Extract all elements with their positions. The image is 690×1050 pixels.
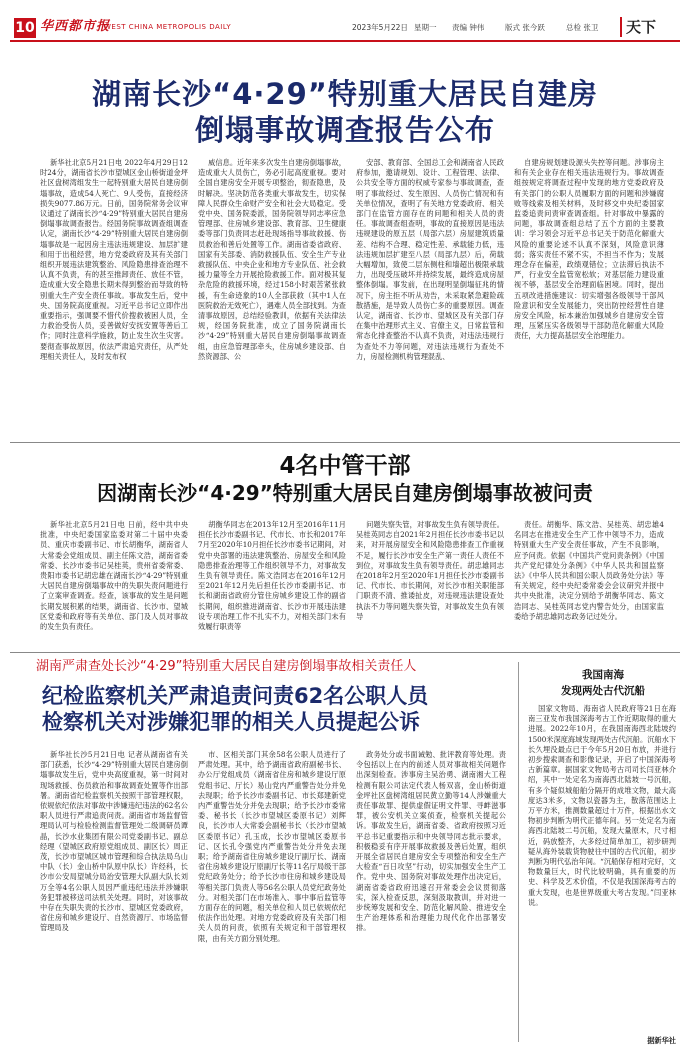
- article3-col1-text: 新华社长沙5月21日电 记者从湖南省有关部门获悉，长沙“4·29”特别重大居民自建房倒塌事故发生后，党中央高度重视，第一时间对现场救援、伤员救治和事故调查处置等作出部署。湖南省纪检监察机关按照干部管理权限，依规依纪依法对事故中涉嫌违纪违法的62名公职人员进行严肃追责问责。湖南省市场监督管理局认可与检验检测监督管理处二级调研员谭晶，长沙水业集团有限公司党委副书记、副总经理（望城区政府原党组成员、副区长）周正茂，长沙市望城区城市管理和综合执法局乌山中队（长）金山桥中队原中队长）许经科，长沙市公安局望城分局治安管理大队副大队长刘万全等4名公职人员因严重违纪违法并涉嫌职务犯罪被移送司法机关处理。同时，对该事故中存在失职失责的长沙市、望城区党委政府，省住房和城乡建设厅、自然资源厅、市场监督管理局及: [40, 750, 188, 933]
- sidebar-title-line1: 我国南海: [582, 669, 624, 681]
- masthead-rule: [10, 40, 680, 42]
- article2-column-4: [514, 520, 664, 648]
- editor-credit: 责编 钟伟: [452, 23, 485, 32]
- sidebar-title-line2: 发现两处古代沉船: [561, 685, 645, 697]
- issue-weekday: 星期一: [414, 23, 437, 32]
- article1-col4-text: 自建房规划建设源头失控等问题。涉事房主和有关企业存在相关违法违规行为。事故调查组按规定将调查过程中发现的地方党委政府及有关部门的公职人员履职方面的问题和涉嫌腐败等线索及相关材料，及时移交中央纪委国家监委追责问责审查调查组。针对事故中暴露的问题，事故调查组总结了五个方面的主要教训：学习领会习近平总书记关于防范化解重大风险的重要论述不认真不深刻，风险意识薄弱；落实责任不紧不实，不担当不作为；发展理念存在偏差，政绩观错位；立法滞后执法不严，行业安全监管宽松软；对基层能力建设重视不够，基层安全治理面临困境。同时，提出五项改进措施建议：切实增强各级领导干部风险意识和安全发展能力，突出防控经营性自建房安全风险，标本兼治加强城乡自建房安全管理，压紧压实各级领导干部防范化解重大风险责任，大力提高基层安全治理能力。: [514, 158, 664, 341]
- section-divider-2: [10, 652, 680, 653]
- article3-column-1: [40, 750, 188, 1042]
- article3-headline-line2: 检察机关对涉嫌犯罪的相关人员提起公诉: [42, 710, 420, 734]
- article2-column-2: [198, 520, 346, 648]
- article1-column-1: [40, 158, 188, 434]
- article1-column-3: [356, 158, 504, 434]
- article2-col1-text: 新华社北京5月21日电 日前，经中共中央批准，中央纪委国家监委对第二十届中央委员、重庆市委副书记、市长胡衡华，湖南省人大常委会党组成员、副主任陈文浩，湖南省委常委、长沙市委书记吴桂英，贵州省委常委、贵阳市委书记胡忠雄在湖南长沙“4·29”特别重大居民自建房倒塌事故中的失职失责问题进行了立案审查调查。经查，该事故的发生是问题长期发展积累的结果，湖南省、长沙市、望城区党委和政府等有关单位、部门及人员对事故的发生负有责任。: [40, 520, 188, 632]
- sidebar-source: 据新华社: [647, 1036, 676, 1045]
- article2-column-1: [40, 520, 188, 648]
- section-divider: [620, 17, 622, 37]
- article1-col3-text: 安部、教育部、全国总工会和湖南省人民政府参加，邀请规划、设计、工程管理、法律、公共安全等方面的权威专家参与事故调查，查明了事故经过、发生原因、人员伤亡情况和有关单位情况，查明了有关地方党委政府、相关部门在监管方面存在的问题和相关人员的责任。事故调查组查明，事故的直接原因是违法违规建设的原五层（局部六层）房屋建筑质量差、结构不合理、稳定性差、承载能力低，违法违规加层扩建至八层（局部九层）后，荷载大幅增加，致使二层东侧柱和墙超出极限承载力，出现受压破坏并持续发展，最终造成房屋整体倒塌。事发前，在出现明显倒塌征兆的情况下，房主拒不听从劝告，未采取紧急避险疏散措施，是导致人员伤亡多的重要原因。调查认定，湖南省、长沙市、望城区及有关部门存在集中治理形式主义、官僚主义，日常监管和常态化排查整治不认真不负责，对违法违规行为查处不力等问题，对违法违规行为查处不力，房屋检测机构管理混乱、: [356, 158, 504, 361]
- article1-headline-line2: 倒塌事故调查报告公布: [194, 113, 495, 147]
- article3-column-2: [198, 750, 346, 1042]
- proofreader-credit: 总检 张卫: [566, 23, 599, 32]
- article3-headline-line1: 纪检监察机关严肃追责问责62名公职人员: [42, 684, 429, 708]
- sidebar-body: [528, 704, 676, 1034]
- section-divider-1: [10, 442, 680, 443]
- section-name: 天下: [626, 18, 657, 36]
- article2-col2-text: 胡衡华同志在2013年12月至2016年11月担任长沙市委副书记、代市长、市长和2017年7月至2020年10月担任长沙市委书记期间，对党中央部署的违法建筑整治、房屋安全和风险隐患排查治理等工作组织领导不力，对事故发生负有领导责任。陈文浩同志在2016年12月至2021年12月先后担任长沙市委副书记、市长和湖南省政府分管住房城乡建设工作的副省长期间，组织推进湖南省、长沙市开展违法建设专项治理工作不扎实不力，对相关部门未有效履行职责等: [198, 520, 346, 632]
- sidebar-body-text: 国家文物局、海南省人民政府等21日在海南三亚发布我国深海考古工作近期取得的重大进展。2022年10月，在我国南海西北陆坡约1500米深度海域发现两处古代沉船。沉船水下长久埋没最点已于今年5月20日布放，并进行初步搜索调查和影像记录，开启了中国深海考古新篇章。据国家文物局考古司司长闫亚林介绍，其中一处定名为南海西北陆坡一号沉船，有多个疑似城船舶分隔开的成堆文物，最大高度达3米多，文物以瓷器为主，散落范围达上万平方米，推测数量超过十万件，根据出水文物初步判断为明代正德年间。另一处定名为南海西北陆坡二号沉船，发现大量原木，尺寸相近，码放整齐，大多经过简单加工，初步研判疑从海外装载货物驶往中国的古代沉船，初步判断为明代弘治年间。“沉船保存相对完好，文物数量巨大，时代比较明确，具有重要的历史、科学及艺术价值，不仅是我国深海考古的重大发现，也是世界级重大考古发现。”闫亚林说。: [528, 704, 676, 907]
- article1-column-2: [198, 158, 346, 434]
- article2-col4-text: 责任。胡衡华、陈文浩、吴桂英、胡忠雄4名同志在推进安全生产工作中领导不力，造成特别重大生产安全责任事故，产生不良影响，应予问责。依据《中国共产党问责条例》《中国共产党纪律处分条例》《中华人民共和国监察法》《中华人民共和国公职人员政务处分法》等有关规定，经中央纪委常委会会议研究并报中共中央批准，决定分别给予胡衡华同志、陈文浩同志、吴桂英同志党内警告处分，由国家监委给予胡忠雄同志政务记过处分。: [514, 520, 664, 621]
- article1-headline-line1: 湖南长沙“4·29”特别重大居民自建房: [92, 77, 598, 111]
- issue-date: 2023年5月22日: [352, 23, 408, 32]
- article3-col2-text: 市、区相关部门其余58名公职人员进行了严肃处理。其中，给予湖南省政府副秘书长、办公厅党组成员（湖南省住房和城乡建设厅原党组书记、厅长）易山党内严重警告处分并免去现职；给予长沙市委副书记、市长郑建新党内严重警告处分并免去现职；给予长沙市委常委、秘书长（长沙市望城区委原书记）刘辉良，长沙市人大常委会副秘书长（长沙市望城区委原书记）孔玉成，长沙市望城区委原书记、区长孔令强党内严重警告处分并免去现职；给予湖南省住房城乡建设厅副厅长、湖南省住房城乡建设厅原副厅长等11名厅局级干部党纪政务处分；给予长沙市住房和城乡建设局等相关部门负责人等56名公职人员党纪政务处分。对相关部门在市场准入、事中事后监管等方面存在的问题，相关单位和人员已依规依纪依法作出处理。对地方党委政府及有关部门相关人员的问责，依照有关规定和干部管理权限，由有关方面分别处理。: [198, 750, 346, 943]
- article1-column-4: [514, 158, 664, 434]
- article3-col3-text: 政务处分或书面诫勉、批评教育等处理。责令包括以上在内的前述人员对事故相关问题作出深刻检查。涉事房主吴治勇、湖南湘大工程检测有限公司法定代表人杨双喜，金山桥街道金坪社区盘树湾组居民黄立勤等14人涉嫌重大责任事故罪、提供虚假证明文件罪、寻衅滋事罪，被公安机关立案侦查，检察机关提起公诉。事故发生后，湖南省委、省政府按照习近平总书记重要指示和中央领导同志批示要求，积极稳妥有序开展事故救援及善后处置，组织开展全省居民自建房安全专项整治和安全生产大检查“百日攻坚”行动，切实加强安全生产工作。党中央、国务院对事故处理作出决定后，湖南省委省政府迅速召开常委会会议贯彻落实，深入检查反思，深刻汲取教训，并对进一步统筹发展和安全、防范化解风险、推进安全生产治理体系和治理能力现代化作出部署安排。: [356, 750, 506, 933]
- paper-name: 华西都市报: [40, 19, 111, 34]
- designer-credit: 版式 张今跃: [505, 23, 545, 32]
- article2-headline-line2: 因湖南长沙“4·29”特别重大居民自建房倒塌事故被问责: [97, 481, 593, 505]
- article3-column-3: [356, 750, 506, 1042]
- article1-col1-text: 新华社北京5月21日电 2022年4月29日12时24分，湖南省长沙市望城区金山桥街道金坪社区盘树湾组发生一起特别重大居民自建房倒塌事故，造成54人死亡、9人受伤，直接经济损失9077.86万元。日前，国务院常务会议审议通过了湖南长沙“4·29”特别重大居民自建房倒塌事故调查报告。经国务院事故调查组调查认定，湖南长沙“4·29”特别重大居民自建房倒塌事故是一起因房主违法违规建设、加层扩建和用于出租经营，地方党委政府及其有关部门组织开展违法建筑整治、风险隐患排查治理不认真不负责，有的甚至推卸责任、放任不管，造成重大安全隐患长期未得到整治而导致的特别重大生产安全责任事故。事故发生后，党中央、国务院高度重视。习近平总书记立即作出重要指示，强调要不惜代价搜救被困人员，全力救治受伤人员，妥善做好安抚安置等善后工作；同时注意科学施救，防止发生次生灾害。要彻查事故原因，依法严肃追究责任，从严处理相关责任人，及时发布权: [40, 158, 188, 361]
- article2-headline-line1: 4名中管干部: [279, 453, 411, 479]
- article1-col2-text: 威信息。近年来多次发生自建房倒塌事故，造成重大人员伤亡，务必引起高度重视。要对全国自建房安全开展专项整治，彻查隐患，及时解决。坚决防范各类重大事故发生，切实保障人民群众生命财产安全和社会大局稳定。受党中央、国务院委派，国务院领导同志率应急管理部、住房城乡建设部、教育部、卫生健康委等部门负责同志赶赴现场指导事故救援、伤员救治和善后处置等工作。湖南省委省政府、国家有关部委、消防救援队伍、安全生产专业救援队伍、中央企业和地方专业队伍、社会救援力量等全力开展抢险救援工作。面对极其复杂危险的救援环境，经过158小时艰苦紧张救援，有生命迹象的10人全部获救（其中1人在医院救治无效死亡），遇难人员全部找到。为查清事故原因，总结经验教训，依据有关法律法规，经国务院批准，成立了国务院湖南长沙“4·29”特别重大居民自建房倒塌事故调查组，由应急管理部牵头，住房城乡建设部、自然资源部、公: [198, 158, 346, 361]
- page-number: 10: [15, 20, 35, 36]
- article2-column-3: [356, 520, 504, 648]
- article2-col3-text: 问题失察失管，对事故发生负有领导责任。吴桂英同志自2021年2月担任长沙市委书记以来，对开展房屋安全和风险隐患排查工作重视不足，履行长沙市安全生产第一责任人责任不到位，对事故发生负有领导责任。胡忠雄同志在2018年2月至2020年1月担任长沙市委副书记、代市长、市长期间，对长沙市相关职能部门职责不清、推诿扯皮，对违规违法建设查处执法不力等问题失察失管，对事故发生负有领导: [356, 520, 504, 621]
- paper-english-name: WEST CHINA METROPOLIS DAILY: [104, 23, 232, 31]
- sidebar-divider: [518, 662, 519, 1042]
- article3-kicker: 湖南严肃查处长沙“4·29”特别重大居民自建房倒塌事故相关责任人: [36, 659, 417, 674]
